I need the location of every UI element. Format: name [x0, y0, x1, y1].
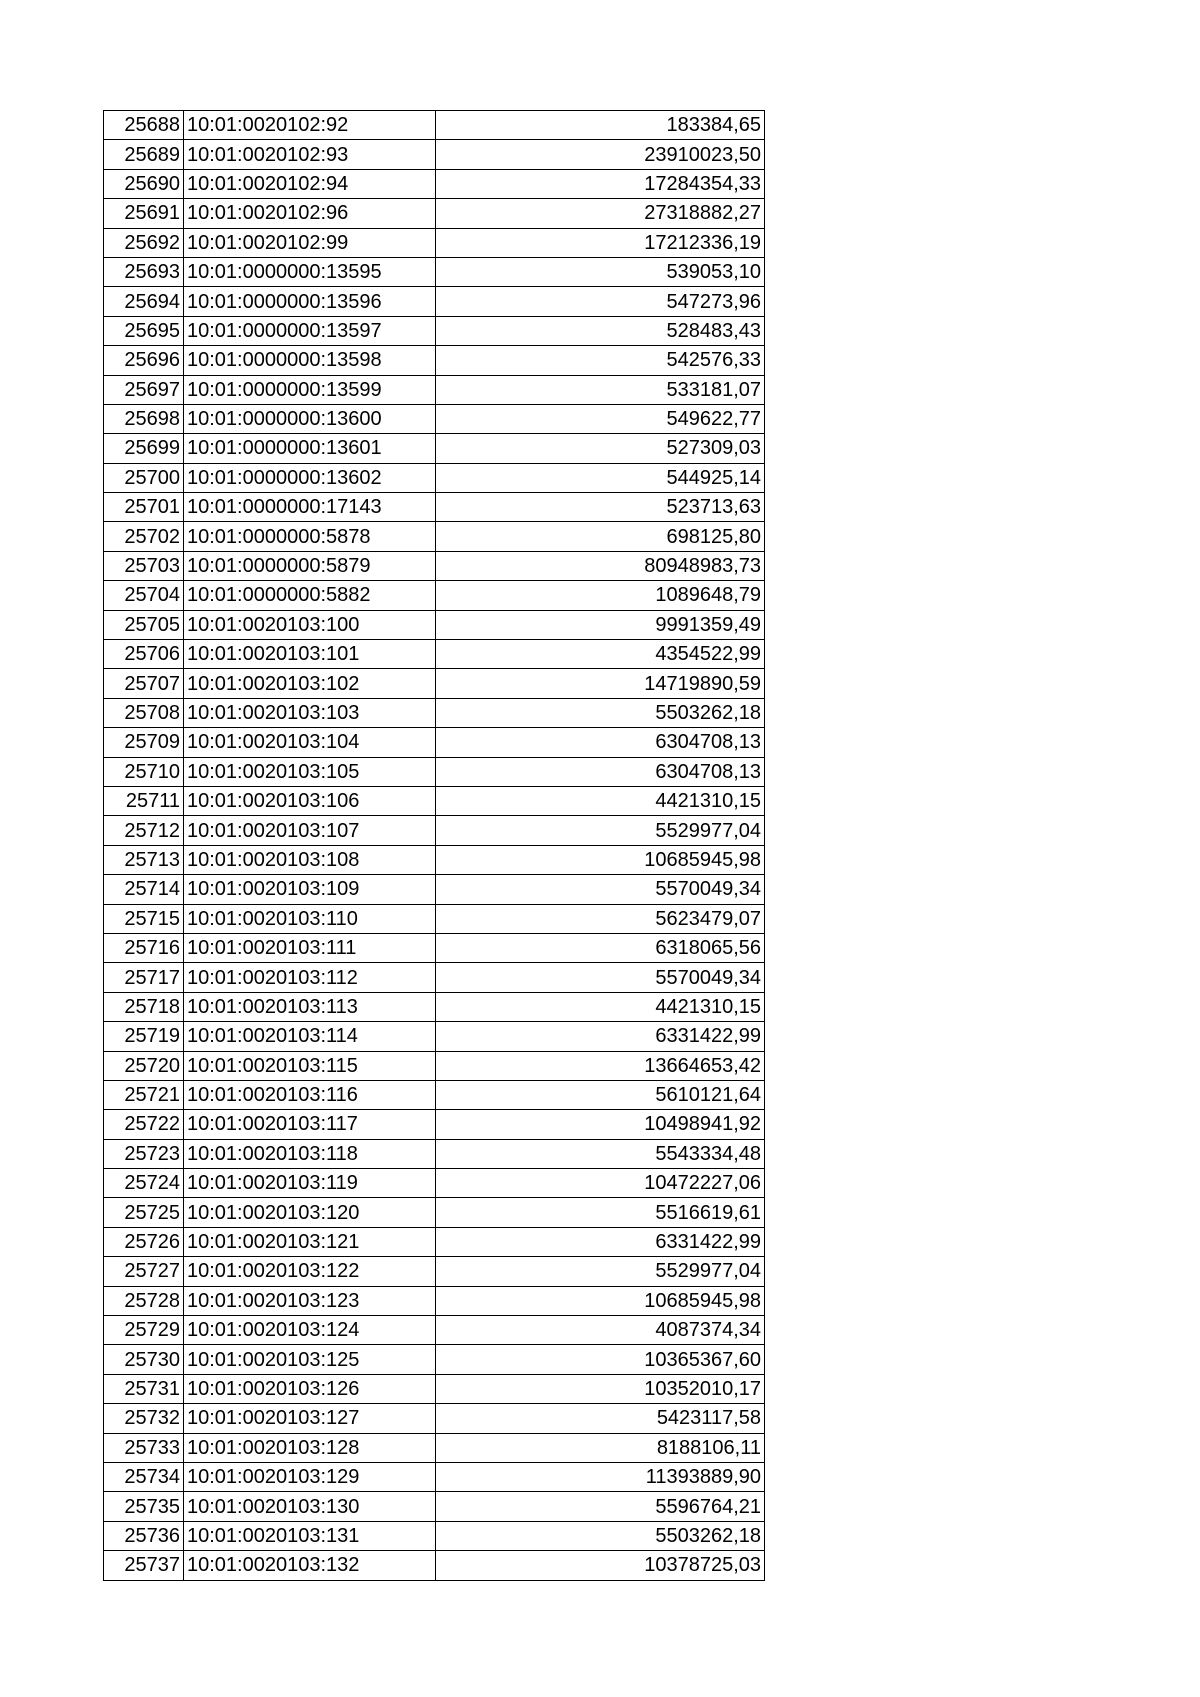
table-row [104, 346, 765, 375]
table-row [104, 1139, 765, 1168]
row-number-cell: 25737 [104, 1551, 184, 1580]
row-number-cell: 25726 [104, 1227, 184, 1256]
value-cell: 698125,80 [436, 522, 765, 551]
row-number-cell: 25705 [104, 610, 184, 639]
cadastral-number-cell: 10:01:0020103:121 [184, 1227, 436, 1256]
cadastral-number-cell: 10:01:0020102:94 [184, 169, 436, 198]
value-cell: 5596764,21 [436, 1492, 765, 1521]
table-row [104, 581, 765, 610]
table-row [104, 1169, 765, 1198]
value-cell: 5570049,34 [436, 875, 765, 904]
table-row [104, 786, 765, 815]
value-cell: 10498941,92 [436, 1110, 765, 1139]
value-cell: 5503262,18 [436, 1521, 765, 1550]
cadastral-number-cell: 10:01:0020103:111 [184, 933, 436, 962]
value-cell: 4087374,34 [436, 1316, 765, 1345]
cadastral-number-cell: 10:01:0020102:93 [184, 140, 436, 169]
table-row [104, 1345, 765, 1374]
value-cell: 533181,07 [436, 375, 765, 404]
table-body [104, 111, 765, 1581]
value-cell: 8188106,11 [436, 1433, 765, 1462]
row-number-cell: 25713 [104, 845, 184, 874]
cadastral-number-cell: 10:01:0020103:107 [184, 816, 436, 845]
table-row [104, 845, 765, 874]
cadastral-number-cell: 10:01:0020103:117 [184, 1110, 436, 1139]
row-number-cell: 25696 [104, 346, 184, 375]
table-row [104, 640, 765, 669]
cadastral-number-cell: 10:01:0000000:17143 [184, 493, 436, 522]
row-number-cell: 25729 [104, 1316, 184, 1345]
value-cell: 544925,14 [436, 463, 765, 492]
value-cell: 5623479,07 [436, 904, 765, 933]
table-row [104, 1433, 765, 1462]
table-row [104, 669, 765, 698]
cadastral-number-cell: 10:01:0020103:124 [184, 1316, 436, 1345]
table-row [104, 1521, 765, 1550]
data-table [103, 110, 765, 1581]
cadastral-number-cell: 10:01:0020102:96 [184, 199, 436, 228]
table-row [104, 1316, 765, 1345]
table-row [104, 1286, 765, 1315]
value-cell: 6304708,13 [436, 728, 765, 757]
row-number-cell: 25702 [104, 522, 184, 551]
value-cell: 5529977,04 [436, 1257, 765, 1286]
cadastral-number-cell: 10:01:0020103:115 [184, 1051, 436, 1080]
table-row [104, 1257, 765, 1286]
cadastral-number-cell: 10:01:0020103:120 [184, 1198, 436, 1227]
value-cell: 10685945,98 [436, 845, 765, 874]
value-cell: 5529977,04 [436, 816, 765, 845]
table-row [104, 1462, 765, 1491]
value-cell: 14719890,59 [436, 669, 765, 698]
cadastral-number-cell: 10:01:0020103:103 [184, 698, 436, 727]
row-number-cell: 25731 [104, 1374, 184, 1403]
value-cell: 5610121,64 [436, 1080, 765, 1109]
table-row [104, 1404, 765, 1433]
row-number-cell: 25699 [104, 434, 184, 463]
cadastral-number-cell: 10:01:0020103:112 [184, 963, 436, 992]
value-cell: 10378725,03 [436, 1551, 765, 1580]
value-cell: 5543334,48 [436, 1139, 765, 1168]
row-number-cell: 25735 [104, 1492, 184, 1521]
row-number-cell: 25691 [104, 199, 184, 228]
row-number-cell: 25692 [104, 228, 184, 257]
value-cell: 9991359,49 [436, 610, 765, 639]
table-row [104, 757, 765, 786]
row-number-cell: 25725 [104, 1198, 184, 1227]
cadastral-number-cell: 10:01:0020103:132 [184, 1551, 436, 1580]
row-number-cell: 25711 [104, 786, 184, 815]
row-number-cell: 25720 [104, 1051, 184, 1080]
value-cell: 523713,63 [436, 493, 765, 522]
cadastral-number-cell: 10:01:0020103:126 [184, 1374, 436, 1403]
table-row [104, 316, 765, 345]
cadastral-number-cell: 10:01:0000000:13595 [184, 257, 436, 286]
value-cell: 549622,77 [436, 404, 765, 433]
value-cell: 5423117,58 [436, 1404, 765, 1433]
table-row [104, 169, 765, 198]
table-row [104, 434, 765, 463]
table-row [104, 1022, 765, 1051]
row-number-cell: 25689 [104, 140, 184, 169]
value-cell: 5516619,61 [436, 1198, 765, 1227]
value-cell: 4421310,15 [436, 992, 765, 1021]
cadastral-number-cell: 10:01:0020103:125 [184, 1345, 436, 1374]
cadastral-number-cell: 10:01:0020103:116 [184, 1080, 436, 1109]
row-number-cell: 25716 [104, 933, 184, 962]
table-row [104, 287, 765, 316]
value-cell: 23910023,50 [436, 140, 765, 169]
row-number-cell: 25698 [104, 404, 184, 433]
cadastral-number-cell: 10:01:0020103:109 [184, 875, 436, 904]
cadastral-number-cell: 10:01:0020103:113 [184, 992, 436, 1021]
value-cell: 10352010,17 [436, 1374, 765, 1403]
table-row [104, 728, 765, 757]
value-cell: 17212336,19 [436, 228, 765, 257]
row-number-cell: 25717 [104, 963, 184, 992]
row-number-cell: 25719 [104, 1022, 184, 1051]
row-number-cell: 25700 [104, 463, 184, 492]
value-cell: 6331422,99 [436, 1227, 765, 1256]
cadastral-number-cell: 10:01:0020103:122 [184, 1257, 436, 1286]
table-row [104, 1551, 765, 1580]
row-number-cell: 25703 [104, 551, 184, 580]
value-cell: 10365367,60 [436, 1345, 765, 1374]
row-number-cell: 25708 [104, 698, 184, 727]
table-row [104, 404, 765, 433]
value-cell: 542576,33 [436, 346, 765, 375]
row-number-cell: 25688 [104, 111, 184, 140]
value-cell: 547273,96 [436, 287, 765, 316]
cadastral-number-cell: 10:01:0000000:13601 [184, 434, 436, 463]
cadastral-number-cell: 10:01:0020103:123 [184, 1286, 436, 1315]
value-cell: 6304708,13 [436, 757, 765, 786]
cadastral-number-cell: 10:01:0000000:13597 [184, 316, 436, 345]
cadastral-number-cell: 10:01:0000000:13596 [184, 287, 436, 316]
table-row [104, 1374, 765, 1403]
table-row [104, 875, 765, 904]
table-row [104, 1492, 765, 1521]
table-row [104, 992, 765, 1021]
cadastral-number-cell: 10:01:0020102:99 [184, 228, 436, 257]
row-number-cell: 25724 [104, 1169, 184, 1198]
table-row [104, 1110, 765, 1139]
table-row [104, 816, 765, 845]
row-number-cell: 25736 [104, 1521, 184, 1550]
table-row [104, 551, 765, 580]
row-number-cell: 25714 [104, 875, 184, 904]
cadastral-number-cell: 10:01:0020103:102 [184, 669, 436, 698]
row-number-cell: 25728 [104, 1286, 184, 1315]
row-number-cell: 25721 [104, 1080, 184, 1109]
table-row [104, 904, 765, 933]
row-number-cell: 25701 [104, 493, 184, 522]
table-row [104, 610, 765, 639]
value-cell: 11393889,90 [436, 1462, 765, 1491]
cadastral-number-cell: 10:01:0020103:110 [184, 904, 436, 933]
table-row [104, 140, 765, 169]
row-number-cell: 25694 [104, 287, 184, 316]
table-row [104, 228, 765, 257]
value-cell: 80948983,73 [436, 551, 765, 580]
cadastral-number-cell: 10:01:0020103:104 [184, 728, 436, 757]
table-row [104, 933, 765, 962]
row-number-cell: 25732 [104, 1404, 184, 1433]
row-number-cell: 25727 [104, 1257, 184, 1286]
value-cell: 1089648,79 [436, 581, 765, 610]
row-number-cell: 25695 [104, 316, 184, 345]
row-number-cell: 25734 [104, 1462, 184, 1491]
value-cell: 13664653,42 [436, 1051, 765, 1080]
table-row [104, 199, 765, 228]
row-number-cell: 25706 [104, 640, 184, 669]
cadastral-number-cell: 10:01:0000000:13599 [184, 375, 436, 404]
value-cell: 6318065,56 [436, 933, 765, 962]
row-number-cell: 25690 [104, 169, 184, 198]
table-row [104, 493, 765, 522]
row-number-cell: 25722 [104, 1110, 184, 1139]
cadastral-number-cell: 10:01:0000000:13600 [184, 404, 436, 433]
row-number-cell: 25723 [104, 1139, 184, 1168]
cadastral-number-cell: 10:01:0020103:108 [184, 845, 436, 874]
cadastral-number-cell: 10:01:0020103:106 [184, 786, 436, 815]
cadastral-number-cell: 10:01:0020103:129 [184, 1462, 436, 1491]
value-cell: 528483,43 [436, 316, 765, 345]
table-row [104, 963, 765, 992]
cadastral-number-cell: 10:01:0020103:119 [184, 1169, 436, 1198]
cadastral-number-cell: 10:01:0020103:100 [184, 610, 436, 639]
value-cell: 183384,65 [436, 111, 765, 140]
cadastral-number-cell: 10:01:0020103:114 [184, 1022, 436, 1051]
value-cell: 5570049,34 [436, 963, 765, 992]
cadastral-number-cell: 10:01:0000000:5882 [184, 581, 436, 610]
cadastral-number-cell: 10:01:0020103:130 [184, 1492, 436, 1521]
row-number-cell: 25718 [104, 992, 184, 1021]
row-number-cell: 25704 [104, 581, 184, 610]
cadastral-number-cell: 10:01:0000000:13598 [184, 346, 436, 375]
value-cell: 27318882,27 [436, 199, 765, 228]
row-number-cell: 25693 [104, 257, 184, 286]
value-cell: 6331422,99 [436, 1022, 765, 1051]
row-number-cell: 25730 [104, 1345, 184, 1374]
cadastral-number-cell: 10:01:0020103:118 [184, 1139, 436, 1168]
cadastral-number-cell: 10:01:0020103:131 [184, 1521, 436, 1550]
row-number-cell: 25697 [104, 375, 184, 404]
cadastral-number-cell: 10:01:0000000:13602 [184, 463, 436, 492]
row-number-cell: 25707 [104, 669, 184, 698]
value-cell: 5503262,18 [436, 698, 765, 727]
table-row [104, 1051, 765, 1080]
row-number-cell: 25715 [104, 904, 184, 933]
cadastral-number-cell: 10:01:0020103:105 [184, 757, 436, 786]
cadastral-number-cell: 10:01:0020102:92 [184, 111, 436, 140]
cadastral-number-cell: 10:01:0000000:5879 [184, 551, 436, 580]
value-cell: 4354522,99 [436, 640, 765, 669]
value-cell: 539053,10 [436, 257, 765, 286]
table-row [104, 257, 765, 286]
cadastral-number-cell: 10:01:0000000:5878 [184, 522, 436, 551]
table-row [104, 1080, 765, 1109]
value-cell: 10472227,06 [436, 1169, 765, 1198]
value-cell: 17284354,33 [436, 169, 765, 198]
table-row [104, 1198, 765, 1227]
value-cell: 10685945,98 [436, 1286, 765, 1315]
row-number-cell: 25712 [104, 816, 184, 845]
table-row [104, 375, 765, 404]
cadastral-number-cell: 10:01:0020103:127 [184, 1404, 436, 1433]
row-number-cell: 25733 [104, 1433, 184, 1462]
value-cell: 4421310,15 [436, 786, 765, 815]
table-row [104, 463, 765, 492]
cadastral-number-cell: 10:01:0020103:101 [184, 640, 436, 669]
row-number-cell: 25709 [104, 728, 184, 757]
cadastral-number-cell: 10:01:0020103:128 [184, 1433, 436, 1462]
table-row [104, 1227, 765, 1256]
table-row [104, 522, 765, 551]
value-cell: 527309,03 [436, 434, 765, 463]
table-row [104, 698, 765, 727]
table-row [104, 111, 765, 140]
row-number-cell: 25710 [104, 757, 184, 786]
